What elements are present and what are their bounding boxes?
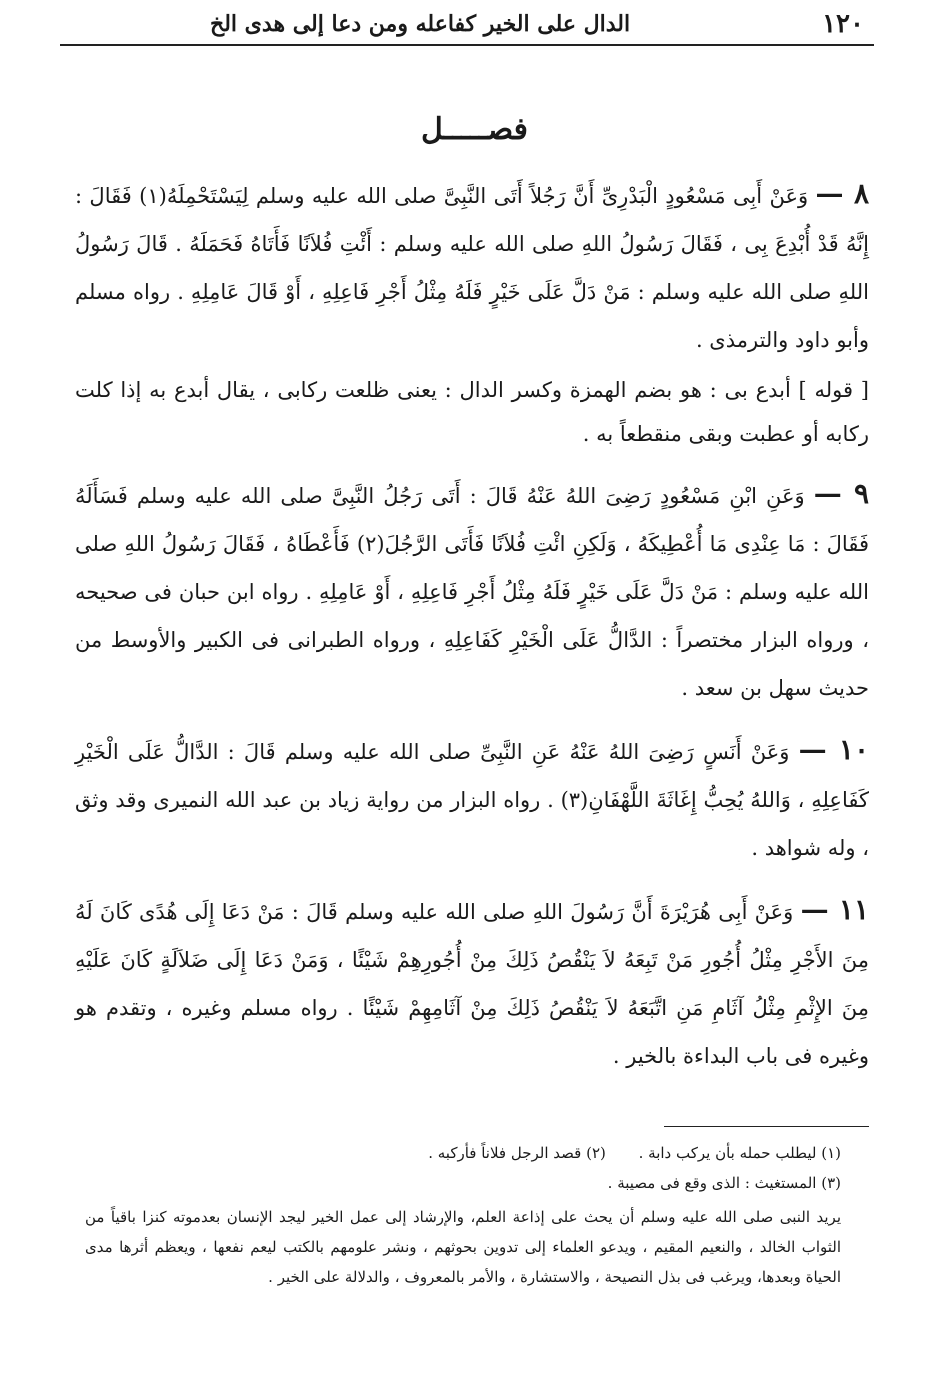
footnote-row [85,1168,841,1198]
hadith-text-line: وَعَنْ أَبِى مَسْعُودٍ الْبَدْرِىِّ أَنَّ رَجُلاً أَتَى النَّبِىَّ صلى الله عليه وسلم لِيَسْتَحْمِلَهُ(١) [139,184,809,208]
hadith-text-line: فَقَالَ : إِنَّهُ قَدْ أُبْدِعَ بِى ، فَقَالَ رَسُولُ اللهِ صلى الله عليه وسلم : أَئْتِ فُلاَنًا فَأَتَاهُ فَحَمَلَهُ . [75,184,869,256]
header-rule [60,44,874,46]
section-title: فصـــــل [420,112,529,147]
hadith-number: ٨ — [815,177,870,210]
hadith-text-line: كَفَاعِلِهِ ، وَاللهُ يُحِبُّ إِغَاثَةَ اللَّهْفَانِ(٣) . رواه البزار من رواية زياد بن عبد الله النميرى [153,788,869,812]
page-number: ١٢٠ [822,9,864,39]
hadith-text-line: وَعَنْ أَنَسٍ رَضِىَ اللهُ عَنْهُ عَنِ النَّبِىِّ صلى الله عليه وسلم قَالَ : الدَّالُّ عَلَى الْخَيْرِ [75,740,790,764]
footnote-3: (٣) المستغيث : الذى وقع فى مصيبة . [607,1174,841,1192]
hadith-source: رواه ابن حبان فى صحيحه ، ورواه البزار مختصراً : الدَّالُّ عَلَى الْخَيْرِ كَفَاعِلِهِ ، ورواه [75,580,869,652]
hadith-11 [75,886,869,1080]
page-body [75,170,869,1094]
footnotes-rule [664,1126,869,1127]
note-text-line: إذا كلت ركابه أو عطبت وبقى منقطعاً به . [75,378,869,446]
footnote-row [85,1138,841,1168]
hadith-text-line: وَعَنِ ابْنِ مَسْعُودٍ رَضِىَ اللهُ عَنْهُ قَالَ : أَتَى رَجُلُ النَّبِىَّ صلى الله عليه وسلم [136,484,805,508]
note-text-line: [ قوله ] أبدع بى : هو بضم الهمزة وكسر الدال : يعنى ظلعت ركابى ، يقال أبدع به [149,378,869,402]
footnote-2: (٢) قصد الرجل فلاناً فأركبه . [428,1144,606,1162]
hadith-8-note [75,368,869,456]
footnote-1: (١) ليطلب حمله بأن يركب دابة . [638,1144,841,1162]
commentary-line: ليعم نفعها ، ويعظم أثرها مدى الحياة وبعدها، ويرغب فى بذل النصيحة ، والاستشارة ، والأمر بالمعروف ، [85,1238,841,1286]
hadith-number: ١١ — [800,893,869,926]
hadith-text-line: دَعَا إِلَى ضَلاَلَةٍ كَانَ عَلَيْهِ مِنَ الإِثْمِ مِثْلُ آثَامِ مَنِ اتَّبَعَهُ لاَ يَنْقُصُ ذَلِكَ مِنْ آثَامِهِمْ [75,948,869,1020]
commentary-line: والدلالة على الخير . [268,1268,390,1286]
hadith-source: وقد وثق ، وله شواهد . [75,788,869,860]
hadith-text-line: وَعَنْ أَبِى هُرَيْرَةَ أَنَّ رَسُولَ اللهِ صلى الله عليه وسلم قَالَ : مَنْ دَعَا إِلَى هُدًى [139,900,794,924]
hadith-8 [75,170,869,364]
hadith-number: ١٠ — [798,733,869,766]
page-header [60,4,864,44]
hadith-source: الطبرانى فى الكبير والأوسط من حديث سهل بن سعد . [75,628,869,700]
hadith-text-line: كَانَ لَهُ مِنَ الأَجْرِ مِثْلُ أُجُورِ مَنْ تَبِعَهُ لاَ يَنْقُصُ ذَلِكَ مِنْ أُجُورِهِمْ شَيْئًا ، وَمَنْ [75,900,869,972]
hadith-text-line: رَسُولُ اللهِ صلى الله عليه وسلم : مَنْ دَلَّ عَلَى خَيْرٍ فَلَهُ مِثْلُ أَجْرِ فَاعِلِهِ ، أَوْ عَامِلِهِ . [75,532,869,604]
hadith-number: ٩ — [813,477,869,510]
hadith-9 [75,470,869,712]
hadith-10 [75,726,869,872]
footnote-commentary [85,1202,841,1292]
hadith-text-line: قَالَ رَسُولُ اللهِ صلى الله عليه وسلم : مَنْ دَلَّ عَلَى خَيْرٍ فَلَهُ مِثْلُ أَجْرِ فَاعِلِهِ ، أَوْ قَالَ عَامِلِهِ . [75,232,869,304]
running-title: الدال على الخير كفاعله ومن دعا إلى هدى الخ [210,11,631,37]
hadith-source: رواه مسلم وأبو داود والترمذى . [75,280,869,352]
hadith-source: شَيْئًا . رواه مسلم وغيره ، وتقدم هو وغيره فى باب البداءة بالخير . [75,996,869,1068]
footnotes [85,1138,841,1292]
commentary-line: يريد النبى صلى الله عليه وسلم أن يحث على إذاعة العلم، والإرشاد إلى عمل الخير ليجد الإنسان بعدموته [172,1208,841,1226]
hadith-text-line: فَسَأَلَهُ فَقَالَ : مَا عِنْدِى مَا أُعْطِيكَهُ ، وَلَكِنِ ائْتِ فُلاَنًا فَأَتَى الرَّجُلَ(٢) فَأَعْطَاهُ ، فَقَالَ [75,484,869,556]
commentary-line: كنزا باقياً من الثواب الخالد ، والنعيم المقيم ، ويدعو العلماء إلى تدوين بحوثهم ، ونشر علومهم بالكتب [85,1208,842,1256]
